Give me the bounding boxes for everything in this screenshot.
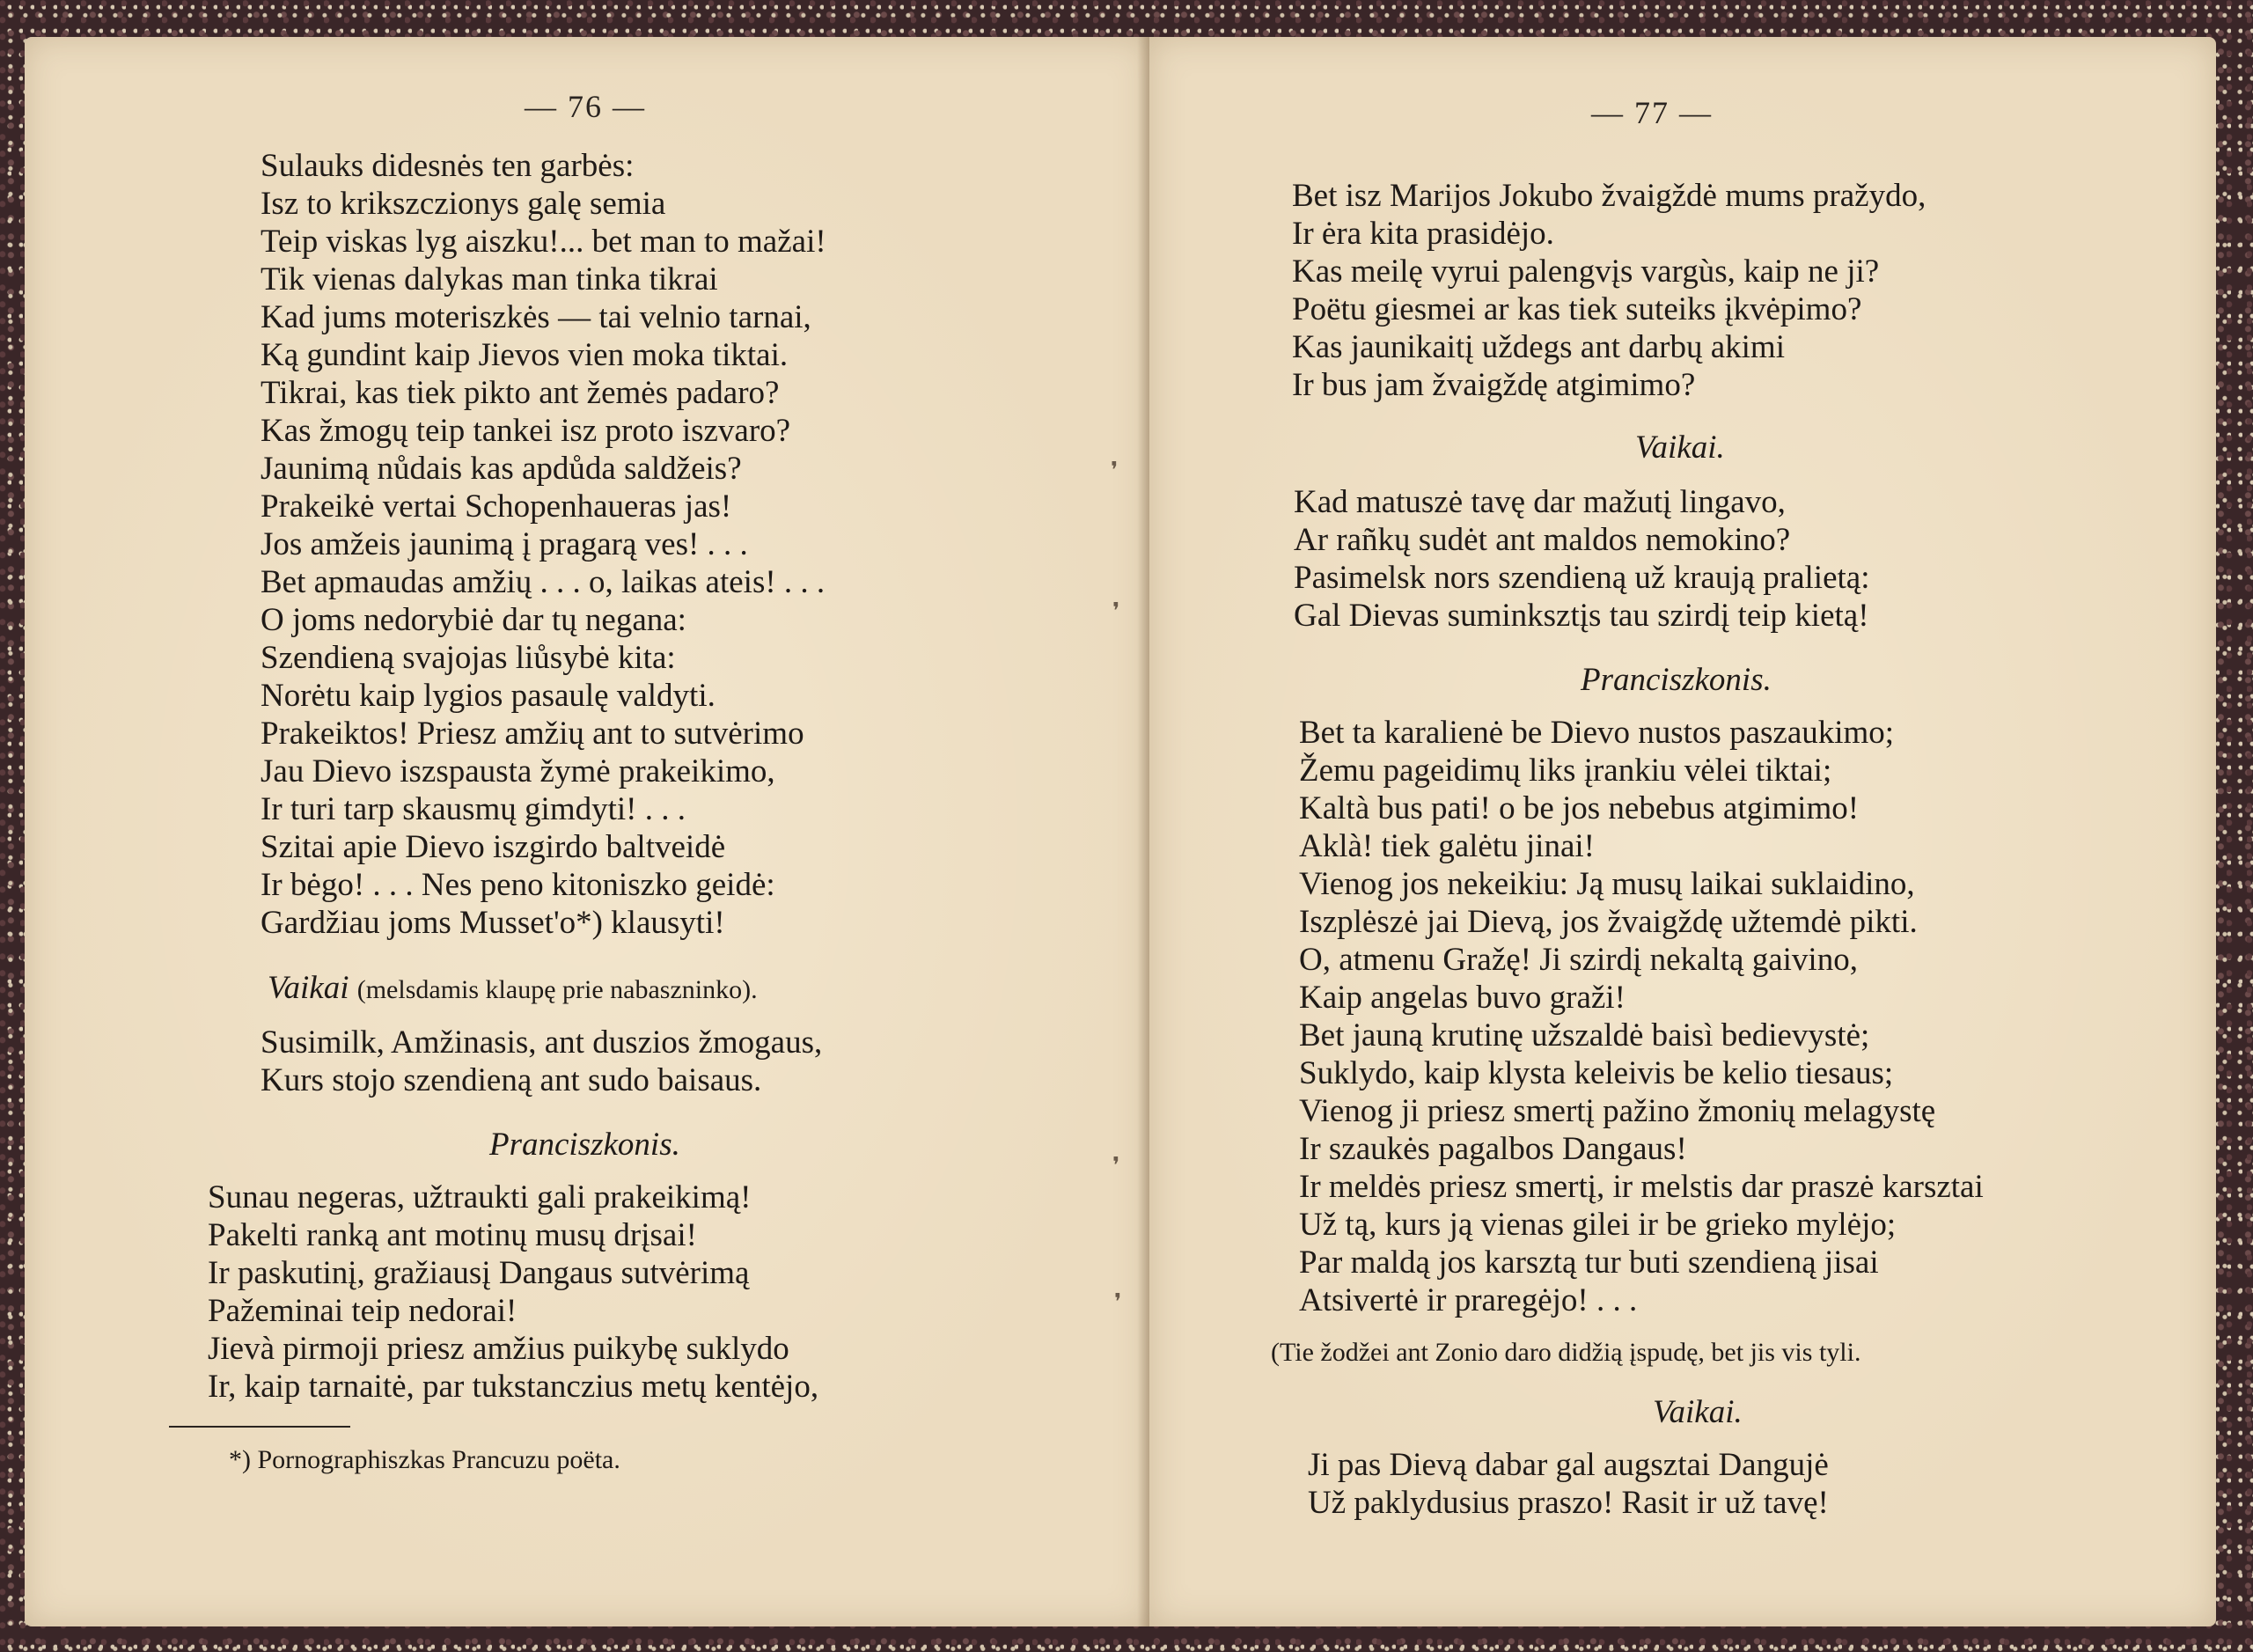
verse-line: Ir szaukės pagalbos Dangaus!: [1299, 1131, 1687, 1167]
verse-line: Bet isz Marijos Jokubo žvaigždė mums pražydo,: [1292, 178, 1926, 214]
right-page: [1149, 37, 2216, 1626]
left-page: [25, 37, 1149, 1626]
verse-line: Sulauks didesnės ten garbės:: [261, 148, 635, 184]
verse-line: Iszplėszė jai Dievą, jos žvaigždę užtemdė pikti.: [1299, 904, 1918, 940]
speaker-heading: Vaikai.: [1635, 430, 1725, 466]
verse-line: Susimilk, Amžinasis, ant duszios žmogaus,: [261, 1024, 823, 1061]
verse-line: Jau Dievo iszspausta žymė prakeikimo,: [261, 753, 775, 789]
page-number: — 77 —: [1591, 95, 1713, 130]
verse-line: Jaunimą nůdais kas apdůda saldžeis?: [261, 451, 742, 487]
stage-direction: (Tie žodžei ant Zonio daro didžią įspudę, bet jis vis tyli.: [1271, 1338, 1861, 1367]
verse-line: Poëtu giesmei ar kas tiek suteiks įkvėpimo?: [1292, 291, 1862, 327]
verse-line: O joms nedorybiė dar tų negana:: [261, 602, 686, 638]
verse-line: Ir, kaip tarnaitė, par tukstanczius metų kentėjo,: [208, 1369, 819, 1405]
verse-line: Prakeiktos! Priesz amžių ant to sutvėrimo: [261, 716, 804, 752]
verse-line: Norėtu kaip lygios pasaulę valdyti.: [261, 678, 716, 714]
verse-line: Bet apmaudas amžių . . . o, laikas ateis! . . .: [261, 564, 826, 600]
verse-line: Atsivertė ir praregėjo! . . .: [1299, 1282, 1638, 1318]
verse-line: Ir paskutinį, gražiausį Dangaus sutvėrimą: [208, 1255, 750, 1291]
verse-line: Už paklydusius praszo! Rasit ir už tavę!: [1308, 1485, 1829, 1521]
verse-line: Ji pas Dievą dabar gal augsztai Dangujė: [1308, 1447, 1829, 1483]
verse-line: Kaip angelas buvo graži!: [1299, 980, 1626, 1016]
verse-line: Szitai apie Dievo iszgirdo baltveidė: [261, 829, 726, 865]
verse-line: Kas meilę vyrui palengvįs vargùs, kaip ne ji?: [1292, 253, 1880, 290]
verse-line: Prakeikė vertai Schopenhaueras jas!: [261, 488, 732, 525]
verse-line: Kas jaunikaitį uždegs ant darbų akimi: [1292, 329, 1785, 365]
verse-line: Pasimelsk nors szendieną už kraują pralietą:: [1294, 560, 1870, 596]
footnote-rule: [169, 1426, 350, 1428]
verse-line: Sunau negeras, užtraukti gali prakeikimą!: [208, 1179, 752, 1215]
verse-line: Kaltà bus pati! o be jos nebebus atgimimo!: [1299, 790, 1860, 826]
verse-line: Kas žmogų teip tankei isz proto iszvaro?: [261, 413, 791, 449]
speaker-heading: Pranciszkonis.: [1581, 662, 1772, 698]
verse-line: Tik vienas dalykas man tinka tikrai: [261, 261, 718, 297]
verse-line: Ir bus jam žvaigždę atgimimo?: [1292, 367, 1696, 403]
verse-line: Ar rañkų sudėt ant maldos nemokino?: [1294, 522, 1791, 558]
verse-line: Kad matuszė tavę dar mažutį lingavo,: [1294, 484, 1786, 520]
verse-line: Ir bėgo! . . . Nes peno kitoniszko geidė:: [261, 867, 775, 903]
stitch-mark: ❜: [1114, 1289, 1122, 1316]
speaker-name: Vaikai: [268, 970, 349, 1006]
verse-line: Jos amžeis jaunimą į pragarą ves! . . .: [261, 526, 748, 562]
stage-direction: (melsdamis klaupę prie nabaszninko).: [356, 975, 758, 1004]
verse-line: Bet ta karalienė be Dievo nustos paszaukimo;: [1299, 715, 1895, 751]
verse-line: Par maldą jos karsztą tur buti szendieną jisai: [1299, 1245, 1879, 1281]
verse-line: Aklà! tiek galėtu jinai!: [1299, 828, 1595, 864]
verse-line: Suklydo, kaip klysta keleivis be kelio tiesaus;: [1299, 1055, 1894, 1091]
verse-line: O, atmenu Gražę! Ji szirdį nekaltą gaivino,: [1299, 942, 1858, 978]
stitch-mark: ❜: [1112, 1153, 1120, 1179]
verse-line: Tikrai, kas tiek pikto ant žemės padaro?: [261, 375, 780, 411]
verse-line: Jievà pirmoji priesz amžius puikybę suklydo: [208, 1331, 789, 1367]
speaker-heading: Pranciszkonis.: [489, 1127, 680, 1163]
verse-line: Kad jums moteriszkės — tai velnio tarnai,: [261, 299, 811, 335]
page-number: — 76 —: [525, 89, 646, 124]
verse-line: Pažeminai teip nedorai!: [208, 1293, 517, 1329]
verse-line: Už tą, kurs ją vienas gilei ir be grieko mylėjo;: [1299, 1207, 1897, 1243]
verse-line: Ką gundint kaip Jievos vien moka tiktai.: [261, 337, 789, 373]
verse-line: Vienog jos nekeikiu: Ją musų laikai suklaidino,: [1299, 866, 1915, 902]
stitch-mark: ❜: [1111, 458, 1119, 484]
verse-line: Kurs stojo szendieną ant sudo baisaus.: [261, 1062, 762, 1098]
verse-line: Szendieną svajojas liůsybė kita:: [261, 640, 676, 676]
verse-line: Ir turi tarp skausmų gimdyti! . . .: [261, 791, 686, 827]
footnote: *) Pornographiszkas Prancuzu poëta.: [229, 1445, 620, 1474]
verse-line: Ir ėra kita prasidėjo.: [1292, 216, 1554, 252]
stitch-mark: ❜: [1112, 598, 1120, 625]
verse-line: Vienog ji priesz smertį pažino žmonių melagystę: [1299, 1093, 1936, 1129]
verse-line: Isz to krikszczionys galę semia: [261, 186, 666, 222]
verse-line: Bet jauną krutinę užszaldė baisì bedievystė;: [1299, 1017, 1870, 1054]
speaker-heading: Vaikai.: [1653, 1394, 1743, 1430]
verse-line: Pakelti ranką ant motinų musų drįsai!: [208, 1217, 697, 1253]
verse-line: Gardžiau joms Musset'o*) klausyti!: [261, 905, 725, 941]
verse-line: Teip viskas lyg aiszku!... bet man to mažai!: [261, 224, 826, 260]
verse-line: Gal Dievas suminksztįs tau szirdį teip kietą!: [1294, 598, 1869, 634]
verse-line: Žemu pageidimų liks įrankiu vėlei tiktai;: [1299, 753, 1832, 789]
speaker-heading: [268, 972, 758, 1004]
verse-line: Ir meldės priesz smertį, ir melstis dar praszė karsztai: [1299, 1169, 1984, 1205]
